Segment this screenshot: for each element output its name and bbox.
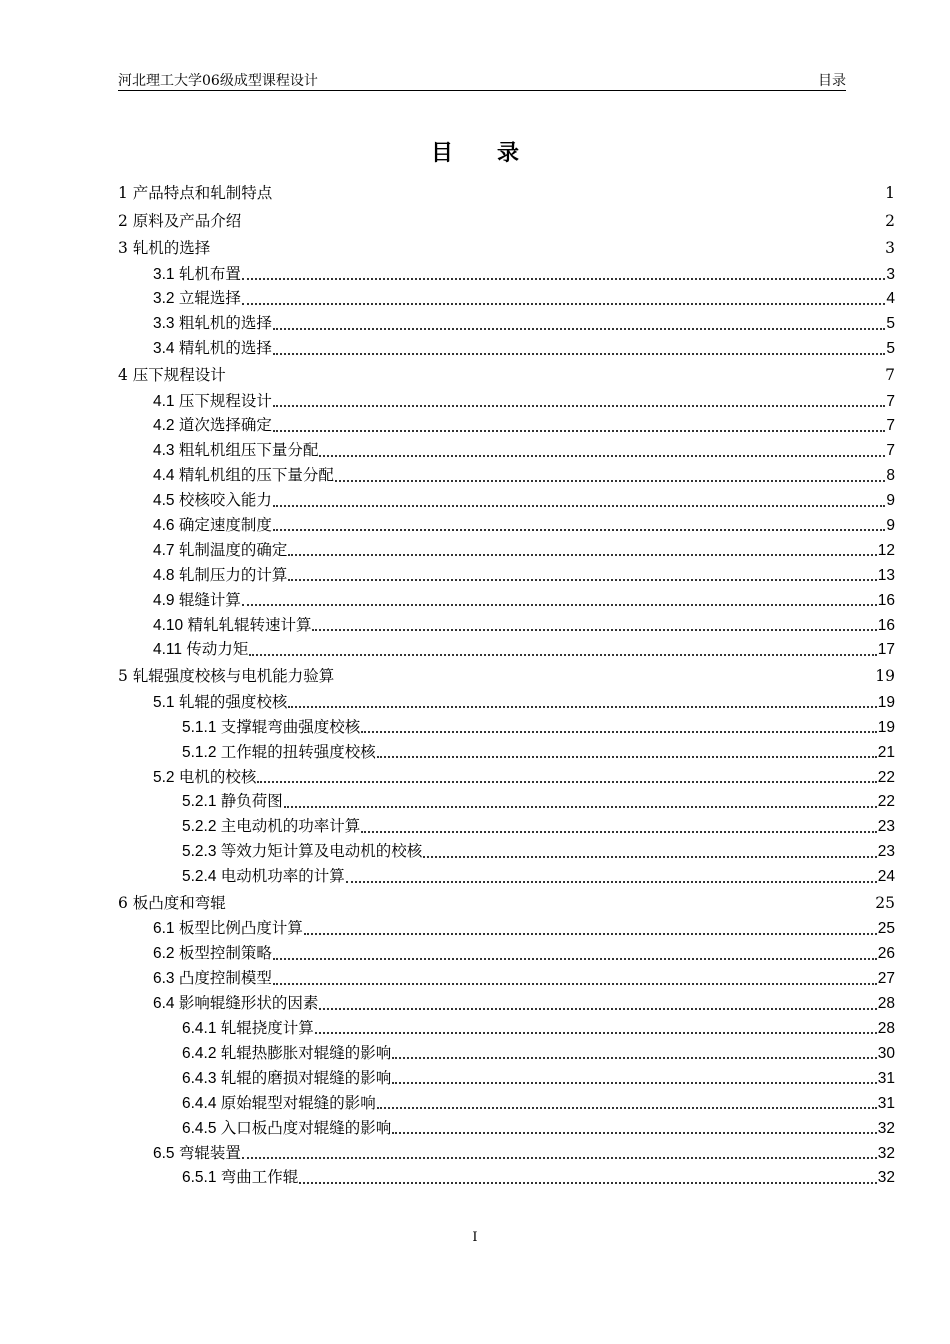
toc-entry-label: 4.2 道次选择确定 [153, 417, 272, 435]
toc-entry-label: 3.1 轧机布置 [153, 265, 241, 283]
toc-entry-page: 28 [877, 1020, 895, 1038]
toc-dot-leader [257, 781, 876, 783]
toc-entry-label: 6.5 弯辊装置 [153, 1144, 241, 1162]
toc-dot-leader [315, 1032, 877, 1034]
toc-entry-page: 1 [885, 184, 895, 202]
toc-entry[interactable] [118, 464, 895, 489]
toc-dot-leader [288, 706, 876, 708]
toc-entry-page: 3 [886, 265, 895, 283]
toc-entry-label: 4.7 轧制温度的确定 [153, 541, 288, 559]
toc-entry[interactable] [118, 1142, 895, 1167]
toc-entry[interactable] [118, 1067, 895, 1092]
header-course-title: 河北理工大学06级成型课程设计 [118, 73, 318, 89]
toc-entry-page: 3 [885, 239, 895, 257]
toc-entry-label: 5.2.3 等效力矩计算及电动机的校核 [182, 843, 423, 861]
toc-entry-label: 6.4.3 轧辊的磨损对辊缝的影响 [182, 1069, 392, 1087]
toc-entry-label: 4.9 辊缝计算 [153, 591, 241, 609]
toc-dot-leader [392, 1132, 876, 1134]
toc-entry[interactable] [118, 1117, 895, 1142]
toc-dot-leader [273, 958, 877, 960]
toc-entry[interactable] [118, 1017, 895, 1042]
toc-dot-leader [242, 278, 886, 280]
toc-entry-page: 25 [875, 893, 895, 912]
toc-entry-page: 28 [877, 995, 895, 1013]
toc-dot-leader [273, 430, 886, 432]
toc-entry[interactable] [118, 1092, 895, 1117]
toc-entry[interactable] [118, 614, 895, 639]
toc-entry[interactable] [118, 337, 895, 362]
toc-dot-leader [312, 629, 876, 631]
toc-entry[interactable] [118, 865, 895, 890]
toc-entry-page: 4 [886, 290, 895, 308]
toc-entry[interactable] [118, 564, 895, 589]
toc-entry[interactable] [118, 439, 895, 464]
toc-entry[interactable] [118, 815, 895, 840]
toc-entry-page: 9 [886, 517, 895, 535]
toc-entry[interactable] [118, 967, 895, 992]
toc-entry-label: 4.5 校核咬入能力 [153, 492, 272, 510]
toc-entry-label: 6.2 板型控制策略 [153, 945, 272, 963]
toc-entry[interactable] [118, 514, 895, 539]
toc-entry-page: 7 [886, 392, 895, 410]
toc-entry-page: 16 [877, 616, 895, 634]
toc-entry[interactable] [118, 589, 895, 614]
page-number: I [472, 1230, 478, 1245]
toc-dot-leader [299, 1182, 876, 1184]
toc-dot-leader [284, 806, 877, 808]
toc-entry[interactable] [118, 741, 895, 766]
toc-dot-leader [361, 731, 876, 733]
toc-dot-leader [249, 654, 876, 656]
toc-entry-label: 6.1 板型比例凸度计算 [153, 920, 303, 938]
toc-entry-page: 32 [877, 1144, 895, 1162]
toc-entry-page: 22 [877, 768, 895, 786]
toc-entry-label: 5 轧辊强度校核与电机能力验算 [118, 667, 335, 686]
toc-entry-page: 31 [877, 1069, 895, 1087]
toc-entry[interactable] [118, 312, 895, 337]
toc-entry-page: 23 [877, 818, 895, 836]
toc-entry-label: 6.5.1 弯曲工作辊 [182, 1169, 299, 1187]
toc-dot-leader [361, 831, 876, 833]
toc-entry[interactable] [118, 208, 895, 236]
toc-entry[interactable] [118, 790, 895, 815]
toc-entry-label: 5.2.1 静负荷图 [182, 793, 283, 811]
toc-entry-page: 16 [877, 591, 895, 609]
toc-entry[interactable] [118, 917, 895, 942]
toc-entry-label: 1 产品特点和轧制特点 [118, 184, 273, 202]
toc-entry-label: 4.1 压下规程设计 [153, 392, 272, 410]
toc-entry-page: 17 [877, 641, 895, 659]
toc-entry-label: 4.8 轧制压力的计算 [153, 566, 288, 584]
toc-entry-label: 3 轧机的选择 [118, 239, 211, 257]
toc-entry[interactable] [118, 638, 895, 663]
toc-entry-page: 31 [877, 1094, 895, 1112]
toc-entry[interactable] [118, 414, 895, 439]
toc-entry-page: 13 [877, 566, 895, 584]
toc-entry-label: 5.2.4 电动机功率的计算 [182, 868, 345, 886]
toc-entry-label: 2 原料及产品介绍 [118, 211, 242, 230]
toc-dot-leader [242, 303, 886, 305]
toc-dot-leader [273, 983, 877, 985]
toc-entry[interactable] [118, 180, 895, 208]
toc-entry-label: 6.4.2 轧辊热膨胀对辊缝的影响 [182, 1044, 392, 1062]
toc-dot-leader [288, 554, 876, 556]
toc-entry-label: 4 压下规程设计 [118, 366, 226, 385]
page-title: 目录 [430, 141, 563, 166]
toc-entry[interactable] [118, 766, 895, 791]
toc-entry-label: 4.4 精轧机组的压下量分配 [153, 467, 334, 485]
toc-entry-label: 6 板凸度和弯辊 [118, 893, 226, 912]
toc-entry-page: 9 [886, 492, 895, 510]
toc-entry[interactable] [118, 992, 895, 1017]
toc-entry-label: 5.1.2 工作辊的扭转强度校核 [182, 743, 376, 761]
toc-entry[interactable] [118, 489, 895, 514]
toc-entry-label: 5.2 电机的校核 [153, 768, 257, 786]
toc-entry-page: 32 [877, 1119, 895, 1137]
toc-dot-leader [242, 604, 877, 606]
toc-dot-leader [273, 353, 886, 355]
toc-entry[interactable] [118, 287, 895, 312]
toc-entry-page: 27 [877, 970, 895, 988]
toc-entry[interactable] [118, 840, 895, 865]
toc-entry-label: 4.10 精轧轧辊转速计算 [153, 616, 312, 634]
page-header [118, 68, 846, 91]
toc-dot-leader [304, 933, 877, 935]
toc-entry-label: 3.4 精轧机的选择 [153, 340, 272, 358]
toc-entry-label: 5.1.1 支撑辊弯曲强度校核 [182, 718, 361, 736]
toc-entry-label: 6.4.4 原始辊型对辊缝的影响 [182, 1094, 376, 1112]
toc-dot-leader [377, 756, 877, 758]
toc-dot-leader [423, 856, 876, 858]
toc-dot-leader [242, 1157, 877, 1159]
toc-entry[interactable] [118, 1166, 895, 1191]
toc-entry-label: 5.2.2 主电动机的功率计算 [182, 818, 361, 836]
toc-entry[interactable] [118, 263, 895, 288]
toc-entry-page: 19 [877, 693, 895, 711]
toc-entry[interactable] [118, 235, 895, 263]
toc-entry[interactable] [118, 691, 895, 716]
toc-entry-label: 6.4 影响辊缝形状的因素 [153, 995, 319, 1013]
toc-dot-leader [392, 1082, 876, 1084]
toc-entry-label: 5.1 轧辊的强度校核 [153, 693, 288, 711]
toc-entry-page: 22 [877, 793, 895, 811]
toc-dot-leader [273, 405, 886, 407]
toc-dot-leader [335, 480, 886, 482]
toc-dot-leader [377, 1107, 877, 1109]
toc-entry-page: 25 [877, 920, 895, 938]
toc-entry-page: 7 [886, 417, 895, 435]
table-of-contents [118, 180, 895, 1191]
toc-entry[interactable] [118, 716, 895, 741]
toc-dot-leader [273, 529, 886, 531]
toc-entry-label: 6.4.5 入口板凸度对辊缝的影响 [182, 1119, 392, 1137]
toc-entry-label: 6.4.1 轧辊挠度计算 [182, 1020, 314, 1038]
toc-entry-page: 7 [886, 442, 895, 460]
toc-entry-label: 4.6 确定速度制度 [153, 517, 272, 535]
toc-entry-label: 6.3 凸度控制模型 [153, 970, 272, 988]
toc-entry[interactable] [118, 1042, 895, 1067]
toc-entry-page: 19 [875, 667, 895, 686]
toc-dot-leader [346, 881, 877, 883]
toc-entry-page: 12 [877, 541, 895, 559]
toc-entry-label: 4.3 粗轧机组压下量分配 [153, 442, 319, 460]
toc-entry-label: 4.11 传动力矩 [153, 641, 249, 659]
toc-entry-page: 5 [886, 315, 895, 333]
toc-entry[interactable] [118, 942, 895, 967]
toc-entry-page: 7 [885, 366, 895, 385]
toc-entry[interactable] [118, 390, 895, 415]
toc-entry-page: 8 [886, 467, 895, 485]
header-section-name: 目录 [818, 73, 846, 89]
toc-entry[interactable] [118, 362, 895, 390]
toc-entry-page: 30 [877, 1044, 895, 1062]
toc-entry-label: 3.2 立辊选择 [153, 290, 241, 308]
toc-dot-leader [319, 1008, 876, 1010]
toc-entry[interactable] [118, 539, 895, 564]
toc-entry-label: 3.3 粗轧机的选择 [153, 315, 272, 333]
toc-entry-page: 19 [877, 718, 895, 736]
toc-dot-leader [273, 505, 886, 507]
toc-dot-leader [319, 455, 885, 457]
toc-entry-page: 2 [885, 211, 895, 230]
toc-entry-page: 32 [877, 1169, 895, 1187]
toc-entry[interactable] [118, 663, 895, 691]
toc-entry-page: 26 [877, 945, 895, 963]
toc-entry-page: 5 [886, 340, 895, 358]
toc-dot-leader [288, 579, 876, 581]
toc-entry-page: 23 [877, 843, 895, 861]
toc-entry-page: 24 [877, 868, 895, 886]
toc-dot-leader [392, 1057, 876, 1059]
toc-entry[interactable] [118, 890, 895, 918]
toc-entry-page: 21 [877, 743, 895, 761]
toc-dot-leader [273, 328, 886, 330]
